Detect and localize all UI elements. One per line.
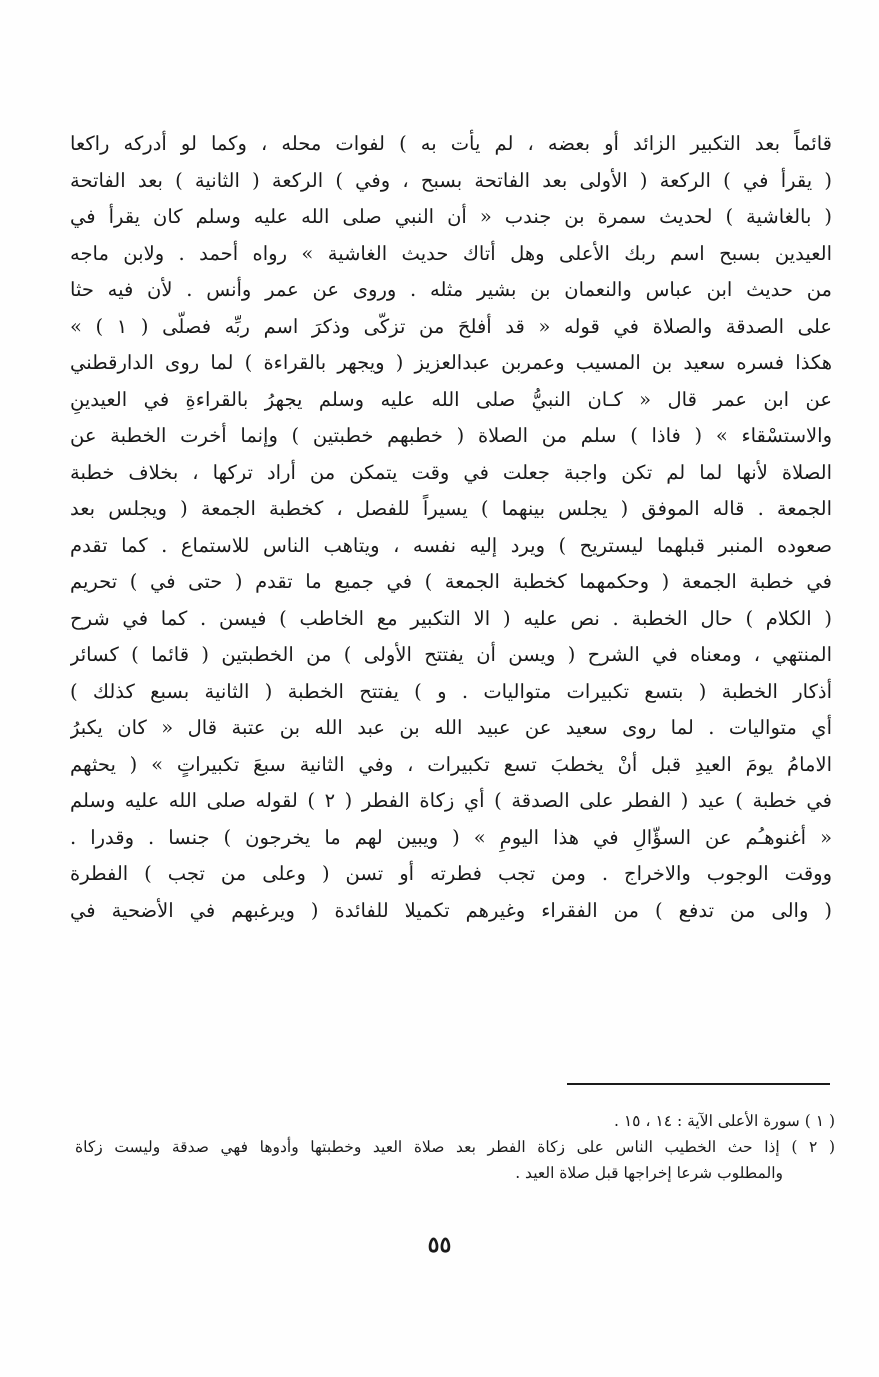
text-line-7: هكذا فسره سعيد بن المسيب وعمربن عبدالعزيز ( ويجهر بالقراءة ) لما روى الدارقطني [70,351,832,374]
text-line-21: ووقت الوجوب والاخراج . ومن تجب فطرته أو تسن ( وعلى من تجب ) الفطرة [70,862,832,885]
text-line-14: ( الكلام ) حال الخطبة . نص عليه ( الا التكبير مع الخاطب ) فيسن . كما في شرح [70,606,832,630]
text-line-8: عن ابن عمر قال « كـان النبيُّ صلى الله عليه وسلم يجهرُ بالقراءةِ في العيدينِ [70,387,832,411]
text-line-18: الامامُ يومَ العيدِ قبل أنْ يخطبَ تسع تكبيرات ، وفي الثانية سبعَ تكبيراتٍ » ( يحثهم [70,752,832,776]
footnotes-block [75,1108,835,1186]
text-line-10: الصلاة لأنها لما لم تكن واجبة جعلت في وقت يتمكن من أراد تركها ، بخلاف خطبة [70,460,832,484]
text-line-15: المنتهي ، ومعناه في الشرح ( ويسن أن يفتتح الأولى ) من الخطبتين ( قائما ) كسائر [70,643,832,666]
footnote-separator-rule [567,1083,830,1085]
text-line-22: ( والى من تدفع ) من الفقراء وغيرهم تكميلا للفائدة ( ويرغبهم في الأضحية في [70,898,832,922]
text-line-6: على الصدقة والصلاة في قوله « قد أفلحَ من تزكّى وذكرَ اسم ربِّه فصلّى ( ١ ) » [70,314,832,338]
page-number: ٥٥ [427,1232,452,1258]
text-line-3: ( بالغاشية ) لحديث سمرة بن جندب « أن النبي صلى الله عليه وسلم كان يقرأ في [70,205,832,228]
text-line-12: صعوده المنبر قبلهما ليستريح ) ويرد إليه نفسه ، ويتاهب الناس للاستماع . كما تقدم [70,533,832,557]
footnote-2-continuation: والمطلوب شرعا إخراجها قبل صلاة العيد . [515,1164,783,1182]
footnote-1: ( ١ ) سورة الأعلى الآية : ١٤ ، ١٥ . [614,1112,835,1130]
text-line-19: في خطبة ) عيد ( الفطر على الصدقة ) أي زكاة الفطر ( ٢ ) لقوله صلى الله عليه وسلم [70,789,832,812]
text-line-13: في خطبة الجمعة ( وحكمهما كخطبة الجمعة ) في جميع ما تقدم ( حتى في ) تحريم [70,570,832,593]
text-line-2: ( يقرأ في ) الركعة ( الأولى بعد الفاتحة بسبح ، وفي ) الركعة ( الثانية ) بعد الفاتحة [70,168,832,192]
text-line-20: « أغنوهـُم عن السؤّالِ في هذا اليومِ » ( ويبين لهم ما يخرجون ) جنسا . وقدرا . [70,825,832,849]
text-line-17: أي متواليات . لما روى سعيد عن عبيد الله بن عبد الله بن عتبة قال « كان يكبرُ [70,716,832,739]
main-text-block [70,126,832,929]
footnote-2: ( ٢ ) إذا حث الخطيب الناس على زكاة الفطر بعد صلاة العيد وخطبتها وأدوها فهي صدقة وليست زكاة [75,1138,835,1156]
text-line-16: أذكار الخطبة ( بتسع تكبيرات متواليات . و ) يفتتح الخطبة ( الثانية بسبع كذلك ) [70,679,832,703]
text-line-4: العيدين بسبح اسم ربك الأعلى وهل أتاك حديث الغاشية » رواه أحمد . ولابن ماجه [70,241,832,265]
text-line-1: قائماً بعد التكبير الزائد أو بعضه ، لم يأت به ) لفوات محله ، وكما لو أدركه راكعا [70,132,832,155]
text-line-9: والاستسْقاء » ( فاذا ) سلم من الصلاة ( خطبهم خطبتين ) وإنما أخرت الخطبة عن [70,424,832,447]
text-line-11: الجمعة . قاله الموفق ( يجلس بينهما ) يسيراً للفصل ، كخطبة الجمعة ( ويجلس بعد [70,497,832,520]
text-line-5: من حديث ابن عباس والنعمان بن بشير مثله . وروى عن عمر وأنس . لأن فيه حثا [70,278,832,301]
